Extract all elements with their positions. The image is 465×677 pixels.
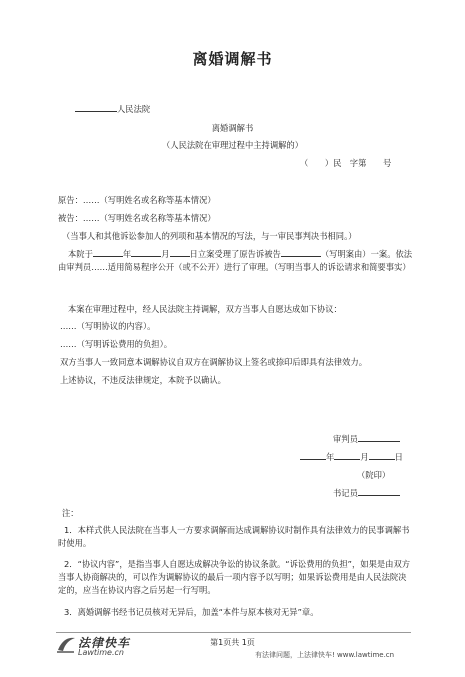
logo-main-text: 法律快车 [78,636,131,650]
court-seal: （院印） [357,470,391,480]
note-1: 1．本样式供人民法院在当事人一方要求调解而达成调解协议时制作具有法律效力的民事调解书时使用。 [58,525,410,548]
court-name-line [75,103,150,115]
logo-sub-text: Lawtime.cn [78,648,124,657]
note-2: 2．“协议内容”，是指当事人自愿达成解决争讼的协议条款。“诉讼费用的负担”，如果是由双方当事人协商解决的，可以作为调解协议的最后一项内容予以写明；如果诉讼费用是由人民法院决定的，应当在协议内容之后另起一行写明。 [58,559,411,595]
notes-label: 注： [62,508,79,518]
court-suffix: 人民法院 [117,104,151,114]
plaintiff-line: 原告：……（写明姓名或名称等基本情况） [58,195,216,205]
sign-year-label: 年 [326,452,335,462]
defendant-blank [281,248,321,257]
clerk-signature [333,487,400,499]
judge-blank [358,433,400,442]
sign-year-blank [300,451,326,460]
agreement-item-1: ……（写明协议的内容）。 [60,321,156,331]
sign-day-blank [369,451,395,460]
page-counter: 第1页共 1页 [210,638,255,647]
footer-slogan: 有法律问题，上法律快车! www.lawtime.cn [255,651,395,659]
court-confirmation: 上述协议，不违反法律规定，本院予以确认。 [60,375,226,385]
case-intro-text-2: 日立案受理了原告诉被告 [189,249,281,259]
agreement-effect: 双方当事人一致同意本调解协议自双方在调解协议上签名或捺印后即具有法律效力。 [60,357,367,367]
clerk-blank [358,487,400,496]
case-intro-text-3: （写明案由）一案。依法由审判员……适用简易程序公开（或不公开）进行了审理。（写明当事人的诉讼请求和简要事实） [58,249,413,272]
party-note: （当事人和其他诉讼参加人的列项和基本情况的写法，与一审民事判决书相同。） [62,231,357,241]
document-subtitle: 离婚调解书 [211,123,254,133]
day-blank [170,248,190,257]
document-title: 离婚调解书 [192,50,273,68]
case-number: （ ）民 字第 号 [300,158,392,168]
judge-signature [333,433,400,445]
year-blank [93,248,123,257]
case-intro-text-1: 本院于 [68,249,93,259]
footer-divider [56,632,411,633]
signature-date [300,451,403,463]
subtitle-note: （人民法院在审理过程中主持调解的） [161,140,304,150]
mediation-intro: 本案在审理过程中，经人民法院主持调解，双方当事人自愿达成如下协议： [68,304,342,314]
case-intro-paragraph [58,248,414,273]
note-3: 3．离婚调解书经书记员核对无异后，加盖“本件与原本核对无异”章。 [64,607,319,617]
month-label: 月 [161,249,170,259]
month-blank [131,248,161,257]
sign-day-label: 日 [394,452,403,462]
court-name-blank [75,103,117,112]
judge-label: 审判员 [333,434,358,444]
agreement-item-2: ……（写明诉讼费用的负担）。 [60,339,173,349]
year-label: 年 [122,249,132,259]
sign-month-blank [334,451,360,460]
clerk-label: 书记员 [333,488,358,498]
sign-month-label: 月 [360,452,369,462]
defendant-line: 被告：……（写明姓名或名称等基本情况） [58,213,216,223]
